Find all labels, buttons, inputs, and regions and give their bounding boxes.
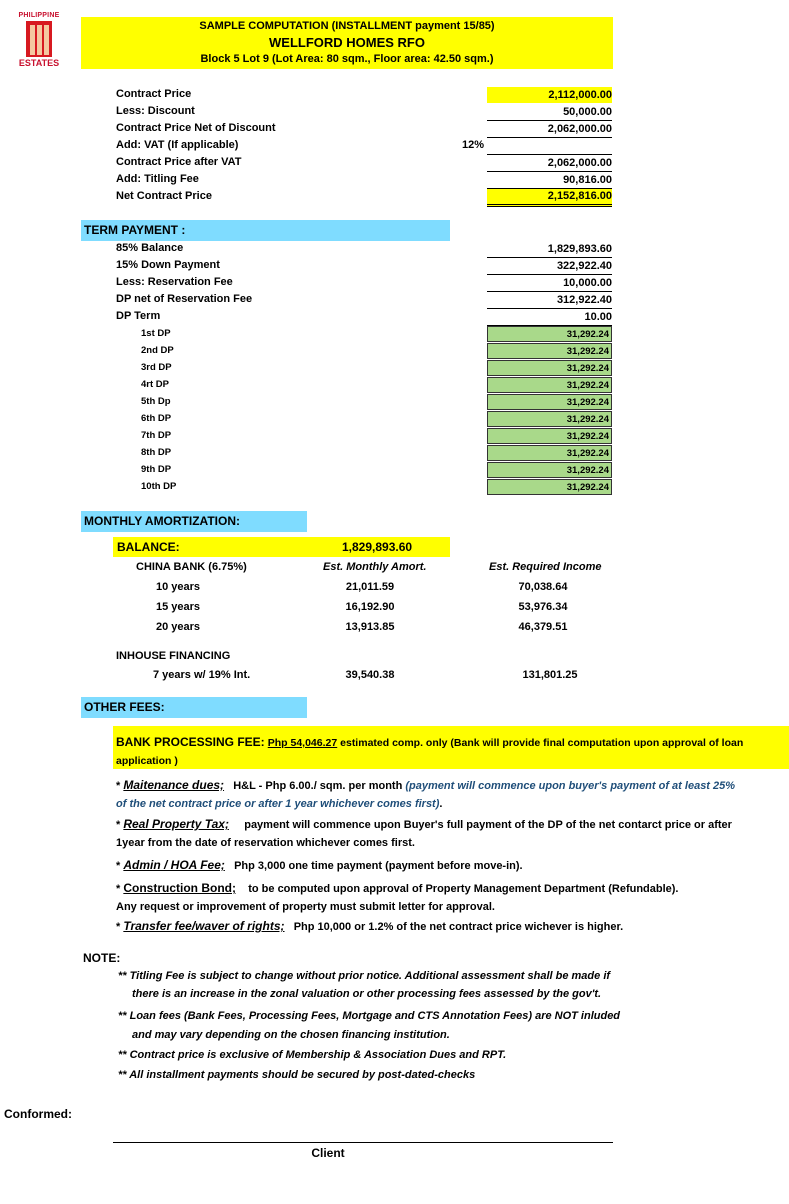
pricing-value [487, 138, 612, 155]
header-line-1: SAMPLE COMPUTATION (INSTALLMENT payment 15/85) [199, 20, 495, 32]
note-title: NOTE: [83, 951, 121, 965]
conformed-label: Conformed: [4, 1107, 72, 1121]
pricing-value: 90,816.00 [487, 172, 612, 189]
bank-fee-text-2: application ) [116, 755, 178, 767]
pricing-label: Net Contract Price [116, 190, 212, 202]
inhouse-label: INHOUSE FINANCING [116, 650, 231, 662]
transfer-key: Transfer fee/waver of rights; [123, 919, 285, 933]
transfer-fee [116, 917, 786, 936]
term-label: 85% Balance [116, 242, 184, 254]
rpt-text: payment will commence upon Buyer's full payment of the DP of the net contarct price or after [244, 819, 732, 831]
inhouse-income: 131,801.25 [522, 669, 578, 681]
term-label: 15% Down Payment [116, 259, 220, 271]
col-income-header: Est. Required Income [489, 561, 602, 573]
term-value: 10.00 [487, 309, 612, 326]
maintenance-note-2: of the net contract price or after 1 year whichever comes first) [116, 798, 440, 810]
bank-processing-fee [116, 733, 776, 770]
bond-text-2: Any request or improvement of property must submit letter for approval. [116, 901, 495, 913]
dp-value: 31,292.24 [487, 326, 612, 342]
pricing-label: Contract Price Net of Discount [116, 122, 276, 134]
dp-label: 4rt DP [141, 379, 169, 390]
pricing-value: 50,000.00 [487, 104, 612, 121]
note-line: ** Loan fees (Bank Fees, Processing Fees, Mortgage and CTS Annotation Fees) are NOT inluded [118, 1010, 621, 1022]
amort-income: 70,038.64 [518, 581, 568, 593]
pricing-label: Add: VAT (If applicable) [116, 139, 239, 151]
rpt-key: Real Property Tax; [123, 817, 229, 831]
pricing-value: 2,062,000.00 [487, 121, 612, 138]
term-value: 10,000.00 [487, 275, 612, 292]
pricing-label: Contract Price after VAT [116, 156, 242, 168]
net-contract-price-value: 2,152,816.00 [487, 189, 612, 207]
note-line: ** Contract price is exclusive of Membership & Association Dues and RPT. [118, 1049, 507, 1061]
bank-fee-text: estimated comp. only (Bank will provide final computation upon approval of loan [337, 737, 744, 749]
maintenance-text: H&L - Php 6.00./ sqm. per month [233, 780, 403, 792]
logo-mark-icon [26, 21, 52, 57]
bullet: * [116, 819, 121, 831]
balance-label: BALANCE: [117, 540, 180, 554]
hoa-text: Php 3,000 one time payment (payment before move-in). [234, 860, 523, 872]
header-line-3: Block 5 Lot 9 (Lot Area: 80 sqm., Floor area: 42.50 sqm.) [200, 53, 494, 65]
dp-value: 31,292.24 [487, 462, 612, 478]
dp-value: 31,292.24 [487, 445, 612, 461]
pricing-label: Contract Price [116, 88, 192, 100]
header-title: WELLFORD HOMES RFO [269, 35, 425, 50]
balance-value: 1,829,893.60 [342, 540, 413, 554]
amort-monthly: 21,011.59 [345, 581, 395, 593]
term-label: DP net of Reservation Fee [116, 293, 253, 305]
company-logo [8, 12, 70, 70]
dp-label: 1st DP [141, 328, 171, 339]
dp-label: 6th DP [141, 413, 172, 424]
maintenance-key: Maitenance dues; [123, 778, 225, 792]
bullet: * [116, 921, 121, 933]
other-fees-heading: OTHER FEES: [81, 697, 307, 718]
pricing-label: Less: Discount [116, 105, 195, 117]
col-monthly-header: Est. Monthly Amort. [323, 561, 427, 573]
term-value: 1,829,893.60 [487, 241, 612, 258]
dp-label: 10th DP [141, 481, 177, 492]
maintenance-note: (payment will commence upon buyer's payment of at least 25% [405, 780, 736, 792]
inhouse-monthly: 39,540.38 [345, 669, 395, 681]
dp-value: 31,292.24 [487, 428, 612, 444]
dp-label: 9th DP [141, 464, 172, 475]
pricing-value: 2,062,000.00 [487, 155, 612, 172]
inhouse-term: 7 years w/ 19% Int. [153, 669, 251, 681]
bank-name: CHINA BANK (6.75%) [136, 561, 247, 573]
bond-key: Construction Bond; [123, 881, 236, 895]
term-value: 322,922.40 [487, 258, 612, 275]
term-value: 312,922.40 [487, 292, 612, 309]
bank-fee-amount: Php 54,046.27 [267, 737, 338, 749]
note-line: ** Titling Fee is subject to change without prior notice. Additional assessment shall be made if [118, 970, 611, 982]
real-property-tax [116, 815, 786, 852]
note-line: ** All installment payments should be secured by post-dated-checks [118, 1069, 476, 1081]
note-line: and may vary depending on the chosen financing institution. [132, 1029, 450, 1041]
dp-label: 3rd DP [141, 362, 172, 373]
dp-value: 31,292.24 [487, 394, 612, 410]
dp-label: 5th Dp [141, 396, 171, 407]
amort-income: 53,976.34 [518, 601, 568, 613]
amort-term: 20 years [156, 621, 201, 633]
construction-bond [116, 879, 786, 916]
term-payment-heading: TERM PAYMENT : [81, 220, 450, 241]
bond-text: to be computed upon approval of Property Management Department (Refundable). [248, 883, 679, 895]
dp-label: 2nd DP [141, 345, 174, 356]
logo-bottom-text: ESTATES [18, 58, 60, 68]
period: . [439, 798, 443, 810]
dp-value: 31,292.24 [487, 479, 612, 495]
monthly-amortization-heading: MONTHLY AMORTIZATION: [81, 511, 307, 532]
term-label: Less: Reservation Fee [116, 276, 233, 288]
rpt-text-2: 1year from the date of reservation whichever comes first. [116, 837, 415, 849]
document-header [81, 17, 613, 69]
note-line: there is an increase in the zonal valuation or other processing fees assessed by the gov't. [132, 988, 602, 1000]
bullet: * [116, 860, 121, 872]
pricing-value: 2,112,000.00 [487, 87, 612, 103]
amort-term: 15 years [156, 601, 201, 613]
dp-value: 31,292.24 [487, 343, 612, 359]
bank-fee-label: BANK PROCESSING FEE: [116, 735, 265, 749]
bullet: * [116, 883, 121, 895]
signature-line [113, 1142, 613, 1143]
logo-top-text: PHILIPPINE [18, 12, 60, 19]
amort-term: 10 years [156, 581, 201, 593]
vat-rate: 12% [462, 139, 485, 151]
transfer-text: Php 10,000 or 1.2% of the net contract price wichever is higher. [293, 921, 624, 933]
maintenance-dues [116, 776, 786, 813]
bullet: * [116, 780, 121, 792]
dp-label: 7th DP [141, 430, 172, 441]
pricing-label: Add: Titling Fee [116, 173, 199, 185]
amort-monthly: 13,913.85 [345, 621, 395, 633]
dp-value: 31,292.24 [487, 377, 612, 393]
hoa-key: Admin / HOA Fee; [123, 858, 225, 872]
term-label: DP Term [116, 310, 161, 322]
dp-value: 31,292.24 [487, 360, 612, 376]
dp-label: 8th DP [141, 447, 172, 458]
dp-value: 31,292.24 [487, 411, 612, 427]
client-label: Client [311, 1146, 345, 1160]
admin-hoa-fee [116, 856, 786, 875]
amort-income: 46,379.51 [518, 621, 568, 633]
amort-monthly: 16,192.90 [345, 601, 395, 613]
